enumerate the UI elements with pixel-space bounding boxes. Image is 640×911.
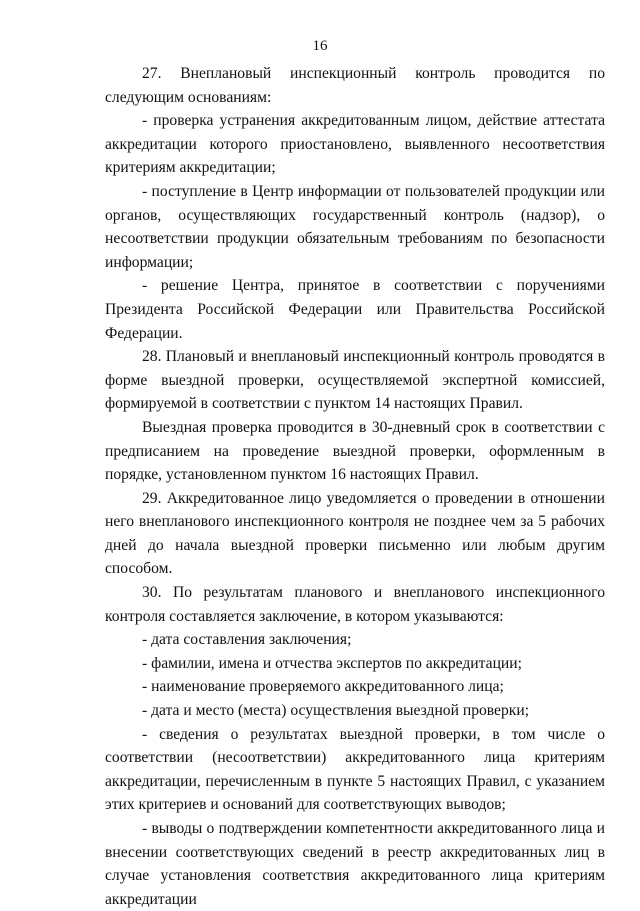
list-item-inspection-results: - сведения о результатах выездной проверки, в том числе о соответствии (несоответствии) аккредитованного лица критериям аккредитации, перечисленным в пункте 5 настоящих Правил, с указанием этих критериев и оснований для соответствующих выводов; [105,725,605,814]
page-number: 16 [312,38,328,54]
paragraph-29: 29. Аккредитованное лицо уведомляется о проведении в отношении него внепланового инспекционного контроля не позднее чем за 5 рабочих дней до начала выездной проверки письменно или любым другим способом. [105,489,605,578]
list-item-user-information: - поступление в Центр информации от пользователей продукции или органов, осуществляющих государственный контроль (надзор), о несоответствии продукции обязательным требованиям по безопасности информации; [105,182,605,271]
list-item-competence-conclusions: - выводы о подтверждении компетентности аккредитованного лица и внесении соответствующих сведений в реестр аккредитованных лиц в случае установления соответствия аккредитованного лица критериям аккредитации [105,820,605,908]
list-item-conclusion-date: - дата составления заключения; [142,631,352,649]
list-item-entity-name: - наименование проверяемого аккредитованного лица; [142,678,504,696]
paragraph-27: 27. Внеплановый инспекционный контроль проводится по следующим основаниям: [105,65,605,106]
paragraph-30: 30. По результатам планового и внепланового инспекционного контроля составляется заключение, в котором указываются: [105,584,605,625]
list-item-center-decision: - решение Центра, принятое в соответствии с поручениями Президента Российской Федерации или Правительства Российской Федерации. [105,277,605,342]
list-item-correction-check: - проверка устранения аккредитованным лицом, действие аттестата аккредитации которого приостановлено, выявленного несоответствия критериям аккредитации; [105,112,605,177]
document-body [105,62,605,911]
list-item-expert-names: - фамилии, имена и отчества экспертов по аккредитации; [142,654,522,672]
list-item-inspection-date-place: - дата и место (места) осуществления выездной проверки; [142,702,530,720]
paragraph-field-inspection: Выездная проверка проводится в 30-дневный срок в соответствии с предписанием на проведение выездной проверки, оформленным в порядке, установленном пунктом 16 настоящих Правил. [105,418,605,484]
paragraph-28: 28. Плановый и внеплановый инспекционный контроль проводятся в форме выездной проверки, осуществляемой экспертной комиссией, формируемой в соответствии с пунктом 14 настоящих Правил. [105,348,605,413]
